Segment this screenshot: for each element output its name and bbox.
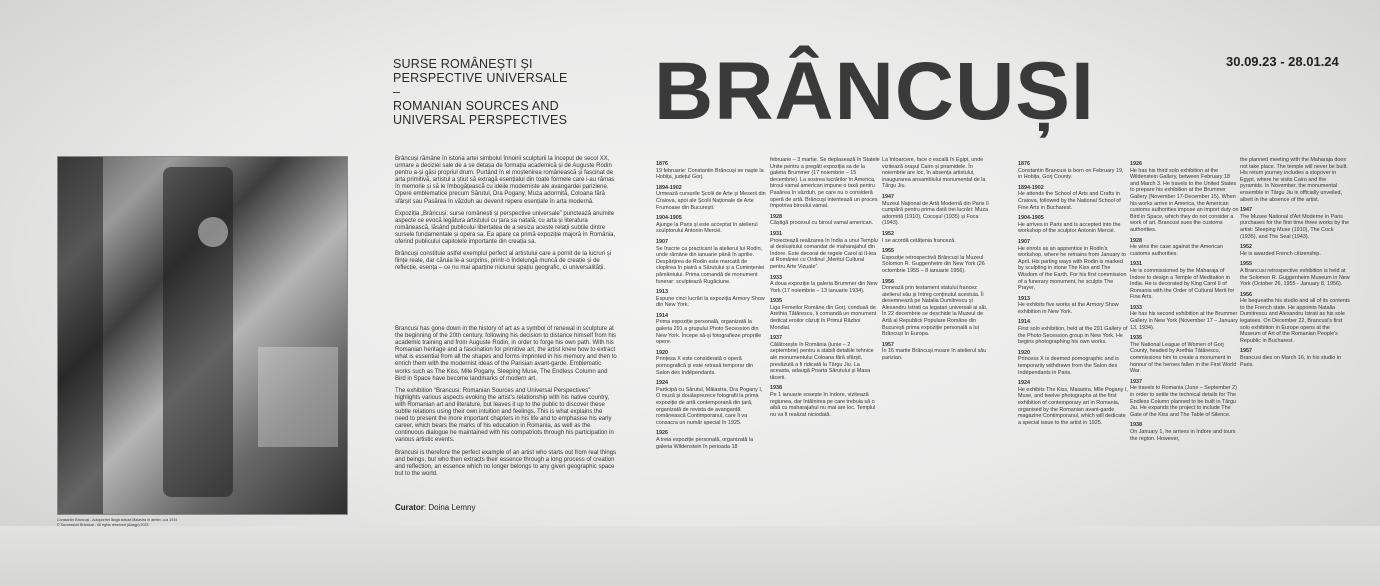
intro-en-paragraph: Brancusi has gone down in the history of art as a symbol of renewal in sculpture at the beginning of the 20th century, following his decision to distance himself from his academic training and from Auguste Rodin, in order to forge his own path. With his Romanian heritage and a fascination for primitive art, the artist knew how to extract what is essential from all the shapes and forms imprinted in his memory and then to enrich them with the modernist ideas of the Parisian avant-garde. Emblematic works such as The Kiss, Mlle Pogany, Sleeping Muse, The Endless Column and Bird in Space have become landmarks of modern art. xyxy=(395,326,617,382)
timeline-entry-text: La întoarcere, face o escală în Egipt, unde vizitează orașul Cairo și piramidele. În noiembrie are loc, în absența artistului, inaugurarea ansamblului monumental de la Târgu Jiu. xyxy=(882,157,986,190)
timeline-entry-text: Participă cu Sărutul, Măiastra, Dra Pogany I, O muză și douăsprezece fotografii la prima expoziție de artă contemporană din țară, organizată de revista de avangardă românească Contimporanul, care îi va consacra un număr special în 1925. xyxy=(656,386,763,426)
intro-english xyxy=(395,326,617,483)
timeline-entry-text: A doua expoziție la galeria Brummer din New York (17 noiembrie – 13 ianuarie 1934). xyxy=(770,281,878,294)
timeline-entry-text: Pe 1 ianuarie sosește în Indore, vizitează regiunea, dar întâlnirea pe care trebuia să o aibă cu maharajahul nu mai are loc. Templul nu va fi realizat niciodată. xyxy=(770,392,876,418)
timeline-entry-text: Muzeul Național de Artă Modernă din Paris îi cumpără pentru prima dată trei lucrări: Muza adormită (1910), Cocoșul (1935) și Foca (1943). xyxy=(882,200,989,227)
curator-label: Curator xyxy=(395,503,424,512)
timeline-year: 1894-1902 xyxy=(1018,184,1044,191)
subtitle-english: ROMANIAN SOURCES AND UNIVERSAL PERSPECTIVES xyxy=(393,99,568,127)
timeline-entry-text: Ajunge la Paris și este acceptat în atelierul sculptorului Antonin Mercié. xyxy=(656,221,758,235)
timeline-entry-text: Brancusi dies on March 16, in his studio in Paris. xyxy=(1240,355,1341,368)
timeline-year: 1957 xyxy=(882,341,894,348)
photo-shadow xyxy=(58,157,103,514)
timeline-year: 1904-1905 xyxy=(1018,215,1044,222)
timeline-entry-text: Expoziție retrospectivă Brâncuși la Muzeul Solomon R. Guggenheim din New York (26 octombrie 1955 – 8 ianuarie 1956). xyxy=(882,254,985,274)
timeline-year: 1931 xyxy=(770,230,782,237)
timeline-entry-text: Prințesa X este considerată o operă pornografică și este retrasă temporar din Salon des Indépendants. xyxy=(656,356,754,376)
timeline-entry-text: He exhibits The Kiss, Maiastra, Mlle Pogany I, Muse, and twelve photographs at the first exhibition of contemporary art in Romania, organised by the Romanian avant-garde magazine Contimporanul, which will dedicate a special issue to the artist in 1925. xyxy=(1018,386,1128,426)
exhibition-subtitle xyxy=(393,57,623,127)
timeline-year: 1955 xyxy=(882,248,894,255)
timeline-entry-text: A Brancusi retrospective exhibition is held at the Solomon R. Guggenheim Museum in New York (October 26, 1955 - January 8, 1956). xyxy=(1240,267,1350,288)
timeline-year: 1947 xyxy=(882,193,894,200)
timeline-year: 1907 xyxy=(656,238,668,245)
timeline-entry-text: He is awarded French citizenship. xyxy=(1240,250,1321,257)
timeline-en-column-2 xyxy=(1130,157,1240,442)
timeline-year: 1894-1902 xyxy=(656,184,682,191)
timeline-year: 1957 xyxy=(1240,348,1252,355)
timeline-entry-text: He enrols as an apprentice in Rodin's workshop, where he remains from January to April. His parting ways with Rodin is marked by sculpting in stone The Kiss and The Wisdom of the Earth. For his first commission of a funerary monument, he sculpts The Prayer. xyxy=(1018,245,1127,292)
timeline-entry-text: He wins the case against the American customs authorities. xyxy=(1130,244,1223,257)
timeline-entry-text: He arrives in Paris and is accepted into the workshop of the sculptor Antonin Mercié. xyxy=(1018,221,1121,235)
timeline-entry-text: I se acordă cetățenia franceză. xyxy=(882,237,956,244)
timeline-entry-text: the planned meeting with the Maharaja does not take place. The temple will never be built. His return journey includes a stopover in Egypt, where he visits Cairo and the pyramids. In November, the monumental ensemble in Târgu Jiu is officially unveiled, albeit in the absence of the artist. xyxy=(1240,157,1348,203)
timeline-year: 1914 xyxy=(656,312,668,319)
timeline-entry-text: He travels to Romania (June – September 2) in order to settle the technical details for The Endless Column planned to be built in Târgu Jiu. He expands the project to include The Gate of the Kiss and The Table of Silence. xyxy=(1130,385,1237,418)
photo-block xyxy=(258,347,338,447)
timeline-year: 1926 xyxy=(1130,161,1142,167)
artist-photograph xyxy=(57,156,348,515)
timeline-entry-text: He attends the School of Arts and Crafts in Craiova, followed by the National School of Fine Arts in Bucharest. xyxy=(1018,191,1121,211)
photo-caption-line-1: Constantin Brâncuși - Autoportret lângă statuia Maiastra în atelier, cca 1934 xyxy=(57,518,178,522)
timeline-year: 1937 xyxy=(1130,378,1142,385)
timeline-entry-text: Constantin Brancusi is born on February 19, in Hobița, Gorj County. xyxy=(1018,167,1124,181)
timeline-entry-text: The Musee National d'Art Moderne in Paris purchases for the first time three works by the artist: Sleeping Muse (1910), The Cock (1935), and The Seal (1943). xyxy=(1240,213,1350,240)
subtitle-separator: – xyxy=(393,85,401,99)
timeline-en-column-3 xyxy=(1240,157,1350,368)
timeline-entry-text: He has his third solo exhibition at the Wildenstein Gallery, between February 18 and March 3. He travels to the United States to prepare his exhibition at the Brummer Gallery (November 17-December 15). When his works arrive in America, the American customs authorities impose an import duty on Bird in Space, which they do not consider a work of art. Brancusi sues the customs authorities. xyxy=(1130,167,1239,233)
timeline-year: 1935 xyxy=(1130,335,1142,342)
timeline-entry-text: Se înscrie ca practicant la atelierul lui Rodin, unde rămâne din ianuarie până în aprilie. Despărțirea de Rodin este marcată de cioplirea în piatră a Sărutului și a Cumințeniei pământului. Prima comandă de monument funerar: sculptează Rugăciune. xyxy=(656,245,765,285)
timeline-year: 1876 xyxy=(1018,161,1030,167)
intro-ro-paragraph: Brâncuși rămâne în istoria artei simbolul înnoirii sculpturii la început de secol XX, urmare a deciziei sale de a se detașa de formația academică și de Auguste Rodin pentru a-și găsi propriul drum. Purtând în el moștenirea românească și fascinat de arta primitivă, artistul a știut să extragă esențialul din toate formele care i-au rămas în memorie și să le îmbogățească cu ideile moderniste ale avangardei pariziene. Opere emblematice precum Sărutul, Dra Pogany, Muza adormită, Coloana fără sfârșit sau Pasărea în văzduh au devenit repere esențiale în arta modernă. xyxy=(395,156,615,205)
timeline-entry-text: He bequeaths his studio and all of its contents to the French state. He appoints Natalia Dumitrescu and Alexandru Istrati as his sole legatees. On December 22, Brancusi's first solo exhibition in Europe opens at the Museum of Art of the Romanian People's Republic in Bucharest. xyxy=(1240,298,1350,344)
timeline-year: 1933 xyxy=(770,274,782,281)
timeline-year: 1938 xyxy=(770,385,782,392)
timeline-year: 1952 xyxy=(882,230,894,237)
timeline-entry-text: He exhibits five works at the Armory Show exhibition in New York. xyxy=(1018,302,1119,315)
timeline-year: 1913 xyxy=(656,289,668,296)
timeline-entry-text: Expune cinci lucrări la expoziția Armory Show din New York. xyxy=(656,295,765,309)
curator-name: Doina Lemny xyxy=(428,503,476,512)
timeline-ro-column-3 xyxy=(882,157,992,362)
timeline-year: 1956 xyxy=(1240,291,1252,298)
timeline-year: 1937 xyxy=(770,335,782,342)
timeline-year: 1935 xyxy=(770,298,782,305)
timeline-year: 1938 xyxy=(1130,422,1142,429)
timeline-year: 1933 xyxy=(1130,304,1142,311)
photo-highlight xyxy=(198,217,228,247)
timeline-entry-text: Princess X is deemed pornographic and is temporarily withdrawn from the Salon des Indépendants in Paris. xyxy=(1018,356,1119,376)
timeline-entry-text: He is commissioned by the Maharaja of Indore to design a Temple of Meditation in India. He is decorated by King Carol II of Romania with the Order of Cultural Merit for Fine Arts. xyxy=(1130,267,1235,301)
timeline-entry-text: A treia expoziție personală, organizată la galeria Wildenstein în perioada 18 xyxy=(656,436,754,450)
timeline-entry-text: În 16 martie Brâncuși moare în atelierul său parizian. xyxy=(882,348,987,362)
timeline-year: 1876 xyxy=(656,161,668,167)
timeline-year: 1924 xyxy=(1018,380,1030,387)
timeline-entry-text: First solo exhibition, held at the 291 Gallery of the Photo-Secession group in New York. He begins photographing his own works. xyxy=(1018,326,1128,346)
timeline-entry-text: Urmează cursurile Școlii de Arte și Meserii din Craiova, apoi ale Școlii Naționale de Arte Frumoase din București. xyxy=(656,191,766,211)
intro-ro-paragraph: Expoziția „Brâncuși: surse românești și perspective universale” punctează anumite aspecte ce evocă legătura artistului cu țara sa natală, cu arta și literatura românească, lăsând publicului libertatea de a sesiza aceste relații subtile dintre sursele fundamentale și opera sa. Ea apare ca primă expoziție majoră în România, oferind publicului capitolele importante din creația sa. xyxy=(395,210,616,246)
exhibition-dates: 30.09.23 - 28.01.24 xyxy=(1226,54,1339,69)
timeline-entry-text: Donează prin testament statului francez atelierul său și întreg conținutul acestuia. Îi desemnează pe Natalia Dumitrescu și Alexandru Istrati ca legatari universali ai săi. În 22 decembrie se deschide la Muzeul de Artă al Republicii Populare Române din București prima expoziție personală a lui Brâncuși în Europa. xyxy=(882,285,988,338)
timeline-year: 1952 xyxy=(1240,244,1252,251)
intro-en-paragraph: Brancusi is therefore the perfect example of an artist who starts out from real things and beings, but who then extracts their essence through a long process of creation and reflection, an essence which no longer belongs to any given geographic space but to the world. xyxy=(395,449,617,477)
subtitle-romanian: SURSE ROMÂNEȘTI ȘI PERSPECTIVE UNIVERSALE xyxy=(393,57,568,85)
intro-ro-paragraph: Brâncuși constituie astfel exemplul perfect al artistului care a pornit de la lucruri și ființe reale, dar căruia le-a surprins, printr-o îndelungă muncă de creație și de reflecție, esența – ce nu mai aparține niciunui spațiu geografic, ci universalității. xyxy=(395,251,612,272)
timeline-year: 1931 xyxy=(1130,261,1142,268)
timeline-year: 1904-1905 xyxy=(656,215,682,222)
timeline-year: 1914 xyxy=(1018,319,1030,326)
curator-credit: Curator: Doina Lemny xyxy=(395,503,476,512)
timeline-ro-column-1 xyxy=(656,157,766,450)
timeline-year: 1956 xyxy=(882,278,894,285)
timeline-year: 1913 xyxy=(1018,295,1030,302)
timeline-entry-text: Proiectează realizarea în India a unui Templu al deslușitului comandat de maharajahul din Indore. Este decorat de regele Carol al II-lea al României cu Ordinul „Meritul Cultural pentru Arte Vizuale”. xyxy=(770,237,878,270)
timeline-year: 1907 xyxy=(1018,238,1030,245)
intro-romanian xyxy=(395,156,617,277)
timeline-year: 1924 xyxy=(656,380,668,387)
timeline-entry-text: februarie – 3 martie. Se deplasează în Statele Unite pentru a pregăti expoziția sa de la galeria Brummer (17 noiembrie – 15 decembrie). La sosirea lucrărilor în America, biroul vamal american impune o taxă pentru Pasărea în văzduh, pe care nu o consideră operă de artă. Brâncuși intentează un proces împotriva biroului vamal. xyxy=(770,157,880,210)
timeline-en-column-1 xyxy=(1018,157,1128,426)
timeline-year: 1928 xyxy=(1130,237,1142,244)
exhibition-title: BRÂNCUȘI xyxy=(654,46,1095,137)
intro-en-paragraph: The exhibition “Brancusi: Romanian Sources and Universal Perspectives” highlights various aspects evoking the artist's relationship with his native country, with Romanian art and literature, but leaves it up to the public to discover these subtle relations using their own intuition and feelings. This is what explains the need to present the more important chapters in his life and to emphasise his early career, which bears the marks of his education in Romania, as well as the continuous dialogue he maintained with his compatriots through his participation in various artistic events. xyxy=(395,387,614,444)
timeline-year: 1920 xyxy=(656,349,668,356)
timeline-entry-text: 19 februarie: Constantin Brâncuși se naște la Hobița, județul Gorj. xyxy=(656,167,764,181)
timeline-entry-text: On January 1, he arrives in Indore and tours the region. However, xyxy=(1130,428,1236,442)
timeline-year: 1928 xyxy=(770,213,782,220)
timeline-entry-text: Prima expoziție personală, organizată la galeria 291 a grupului Photo Secession din New York. Începe să-și fotografieze propriile opere. xyxy=(656,319,762,346)
timeline-entry-text: Liga Femeilor Române din Gorj, condusă de Arethia Tătărescu, îi comandă un monument dedicat eroilor căzuți în Primul Război Mondial. xyxy=(770,304,877,331)
timeline-year: 1926 xyxy=(656,430,668,437)
timeline-year: 1920 xyxy=(1018,349,1030,356)
timeline-entry-text: The National League of Women of Gorj County, headed by Arethia Tătărescu, commissions him to create a monument in honour of the heroes fallen in the First World War. xyxy=(1130,341,1237,375)
timeline-entry-text: He has his second exhibition at the Brummer Gallery in New York (November 17 – January 13, 1934). xyxy=(1130,311,1238,331)
photo-caption xyxy=(57,518,357,528)
floor xyxy=(0,526,1380,586)
timeline-ro-column-2 xyxy=(770,157,880,418)
timeline-year: 1947 xyxy=(1240,207,1252,214)
timeline-entry-text: Câștigă procesul cu biroul vamal american. xyxy=(770,220,874,227)
photo-sculpture-silhouette xyxy=(163,167,233,497)
timeline-year: 1955 xyxy=(1240,261,1252,268)
timeline-entry-text: Călătorește în România (iunie – 2 septembrie) pentru a stabili detaliile tehnice ale monumentului Coloana fără sfârșit, prevăzută a fi ridicată la Târgu Jiu. La aceasta, adaugă Poarta Sărutului și Masa tăcerii. xyxy=(770,341,874,381)
photo-caption-line-2: © Succession Brâncuși - All rights reserved (Adagp) 2023 xyxy=(57,523,149,527)
